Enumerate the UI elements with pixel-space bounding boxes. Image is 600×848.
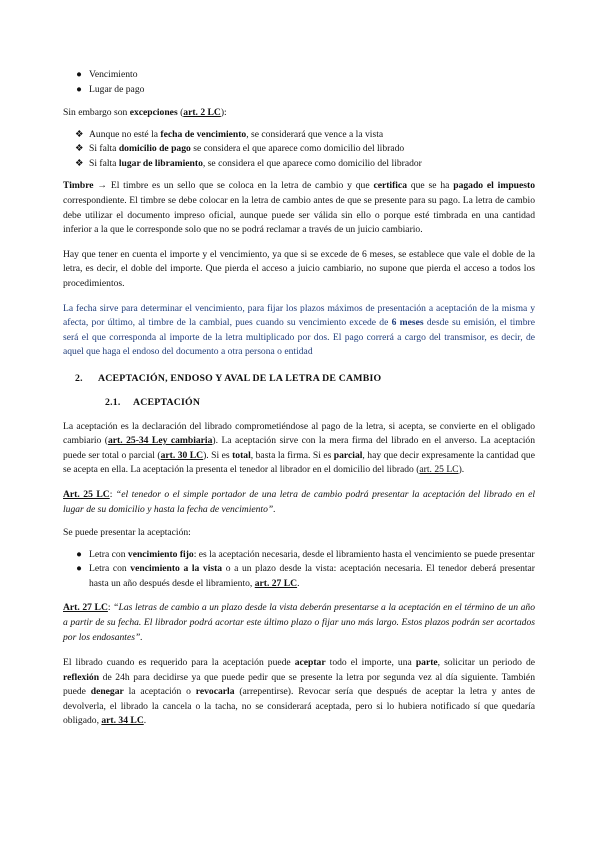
list-item: ❖ Aunque no esté la fecha de vencimiento, se considerará que vence a la vista [63, 128, 535, 143]
section-heading: 2. ACEPTACIÓN, ENDOSO Y AVAL DE LA LETRA DE CAMBIO [75, 372, 382, 384]
law-reference: art. 30 LC [160, 449, 204, 461]
law-reference: Art. 27 LC [63, 602, 108, 614]
quote-art-27: Art. 27 LC: “Las letras de cambio a un plazo desde la vista deberán presentarse a la aceptación en el término de un año a partir de su fecha. El librador podrá acortar este último plazo o fijar uno más largo. Estos plazos podrán ser acortados por los endosantes”. [63, 602, 535, 643]
list-item: ● Letra con vencimiento fijo: es la aceptación necesaria, desde el libramiento hasta el vencimiento se puede presentar [63, 548, 535, 563]
diamond-bullet-icon: ❖ [75, 157, 84, 169]
list-item: ❖ Si falta domicilio de pago se considera el que aparece como domicilio del librado [63, 142, 535, 157]
law-reference: art. 27 LC [254, 577, 298, 589]
law-reference: art. 25 LC [419, 464, 459, 476]
diamond-bullet-icon: ❖ [75, 128, 84, 140]
list-item: ❖ Si falta lugar de libramiento, se considera el que aparece como domicilio del librador [63, 157, 535, 172]
final-paragraph: El librado cuando es requerido para la aceptación puede aceptar todo el importe, una parte, solicitar un periodo de reflexión de 24h para decidirse ya que puede pedir que se presente la letra por segunda vez al día siguiente. También puede denegar la aceptación o revocarla (arrepentirse). Revocar sería que después de aceptar la letra y antes de devolverla, el librado la cancela o la tacha, no se considerará aceptada, pero si lo hubiera notificado sí que quedaría obligado, art. 34 LC. [63, 657, 536, 727]
list-item-text: Vencimiento [89, 69, 138, 80]
list-item-text: Lugar de pago [89, 83, 145, 95]
bullet-icon: ● [76, 83, 82, 95]
diamond-bullet-icon: ❖ [75, 143, 84, 155]
list-item [63, 68, 535, 83]
law-reference: art. 34 LC [101, 715, 144, 727]
exceptions-list [63, 128, 535, 172]
bullet-icon: ● [76, 69, 82, 80]
list-item [63, 83, 535, 98]
law-reference: Art. 25 LC [63, 488, 110, 500]
presentation-intro: Se puede presentar la aceptación: [63, 527, 191, 539]
arrow-icon: → [93, 180, 111, 192]
aceptacion-paragraph: La aceptación es la declaración del librado comprometiéndose al pago de la letra, si acepta, se convierte en el obligado cambiario (art. 25-34 Ley cambiaria). La aceptación sirve con la mera firma del librado en el anverso. La aceptación puede ser total o parcial (art. 30 LC). Si es total, basta la firma. Si es parcial, hay que decir expresamente la cantidad que se acepta en ella. La aceptación la presenta el tenedor al librador en el domicilio del librado (art. 25 LC). [63, 420, 536, 476]
document-page [63, 66, 535, 729]
fecha-paragraph: La fecha sirve para determinar el vencimiento, para fijar los plazos máximos de presentación a aceptación de la misma y afecta, por último, al timbre de la cambial, pues cuando su vencimiento excede de 6 meses desde su emisión, el timbre será el que corresponda al importe de la letra multiplicado por dos. El pago correrá a cargo del transmisor, es decir, de aquel que haga el endoso del documento a otra persona o entidad [63, 302, 535, 358]
timbre-paragraph: Timbre → El timbre es un sello que se coloca en la letra de cambio y que certifica que se ha pagado el impuesto correspondiente. El timbre se debe colocar en la letra de cambio antes de que se presente para su pago. La letra de cambio debe utilizar el documento impreso oficial, aunque puede ser válida sin ello o porque esté timbrada en una cantidad inferior a la que le corresponde solo que no se podrá reclamar a través de un juicio cambiario. [63, 180, 535, 236]
exceptions-intro: Sin embargo son excepciones (art. 2 LC): [63, 107, 227, 119]
bullet-icon: ● [76, 563, 82, 575]
presentation-list [63, 548, 535, 592]
term-label: Timbre [63, 180, 94, 192]
law-reference: art. 2 LC [183, 107, 221, 119]
importe-paragraph: Hay que tener en cuenta el importe y el vencimiento, ya que si se excede de 6 meses, se establece que vale el doble de la letra, es decir, el doble del importe. Que pierda el acceso a juicio cambiario, no supone que pierda el acceso a todos los procedimientos. [63, 248, 535, 289]
bullet-icon: ● [76, 548, 82, 560]
quote-art-25: Art. 25 LC: “el tenedor o el simple portador de una letra de cambio podrá presentar la aceptación del librado en el lugar de su domicilio y hasta la fecha de vencimiento”. [63, 488, 535, 515]
list-item: ● Letra con vencimiento a la vista o a un plazo desde la vista: aceptación necesaria. El tenedor deberá presentar hasta un año después desde el libramiento, art. 27 LC. [76, 563, 535, 589]
law-reference: art. 25-34 Ley cambiaria [108, 435, 213, 447]
subsection-heading: 2.1. ACEPTACIÓN [105, 396, 201, 408]
